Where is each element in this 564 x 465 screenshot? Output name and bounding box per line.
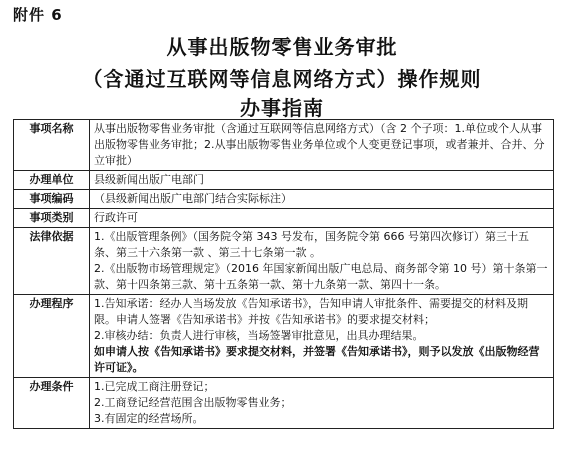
condition-item-1: 1.已完成工商注册登记； [94,380,215,393]
handling-unit-label: 办理单位 [14,171,90,190]
table-row-procedure [14,295,554,378]
procedure-note: 如申请人按《告知承诺书》要求提交材料，并签署《告知承诺书》，则予以发放《出版物经营许可证》。 [94,345,540,374]
title-line-1: 从事出版物零售业务审批 [166,35,398,59]
condition-item-3: 3.有固定的经营场所。 [94,412,204,425]
legal-basis-item-1: 1.《出版管理条例》（国务院令第 343 号发布，国务院令第 666 号第四次修订）第三十五条、第三十六条第一款 、第三十七条第一款 。 [94,230,529,259]
handling-unit-value: 县级新闻出版广电部门 [90,171,554,190]
conditions-label: 办理条件 [14,378,90,429]
procedure-label: 办理程序 [14,295,90,378]
procedure-step-1: 1.告知承诺：经办人当场发放《告知承诺书》，告知申请人审批条件、需要提交的材料及期限。申请人签署《告知承诺书》并按《告知承诺书》的要求提交材料； [94,297,528,326]
item-type-label: 事项类别 [14,209,90,228]
table-row-item-code [14,190,554,209]
table-row-conditions [14,378,554,429]
condition-item-2: 2.工商登记经营范围含出版物零售业务； [94,396,292,409]
item-type-value: 行政许可 [90,209,554,228]
legal-basis-value [90,228,554,295]
procedure-step-2: 2.审核办结：负责人进行审核，当场签署审批意见，出具办理结果。 [94,329,424,342]
table-row-item-type [14,209,554,228]
item-name-value: 从事出版物零售业务审批（含通过互联网等信息网络方式）（含 2 个子项：1.单位或个人从事出版物零售业务审批；2.从事出版物零售业务单位或个人变更登记事项，或者兼并、合并、分立审批） [90,120,554,171]
item-name-label: 事项名称 [14,120,90,171]
table-row-legal-basis [14,228,554,295]
procedure-value [90,295,554,378]
attachment-label: 附件 6 [13,6,63,24]
legal-basis-label: 法律依据 [14,228,90,295]
title-line-2: （含通过互联网等信息网络方式）操作规则 [82,67,482,91]
table-row-item-name [14,120,554,171]
item-code-label: 事项编码 [14,190,90,209]
guide-table [13,119,554,429]
table-row-handling-unit [14,171,554,190]
conditions-value [90,378,554,429]
legal-basis-item-2: 2.《出版物市场管理规定》（2016 年国家新闻出版广电总局、商务部令第 10 号）第十条第一款、第十四条第三款、第十五条第一款、第十九条第一款、第四十一条。 [94,262,548,291]
title-line-3: 办事指南 [240,96,324,120]
item-code-value: （县级新闻出版广电部门结合实际标注） [90,190,554,209]
